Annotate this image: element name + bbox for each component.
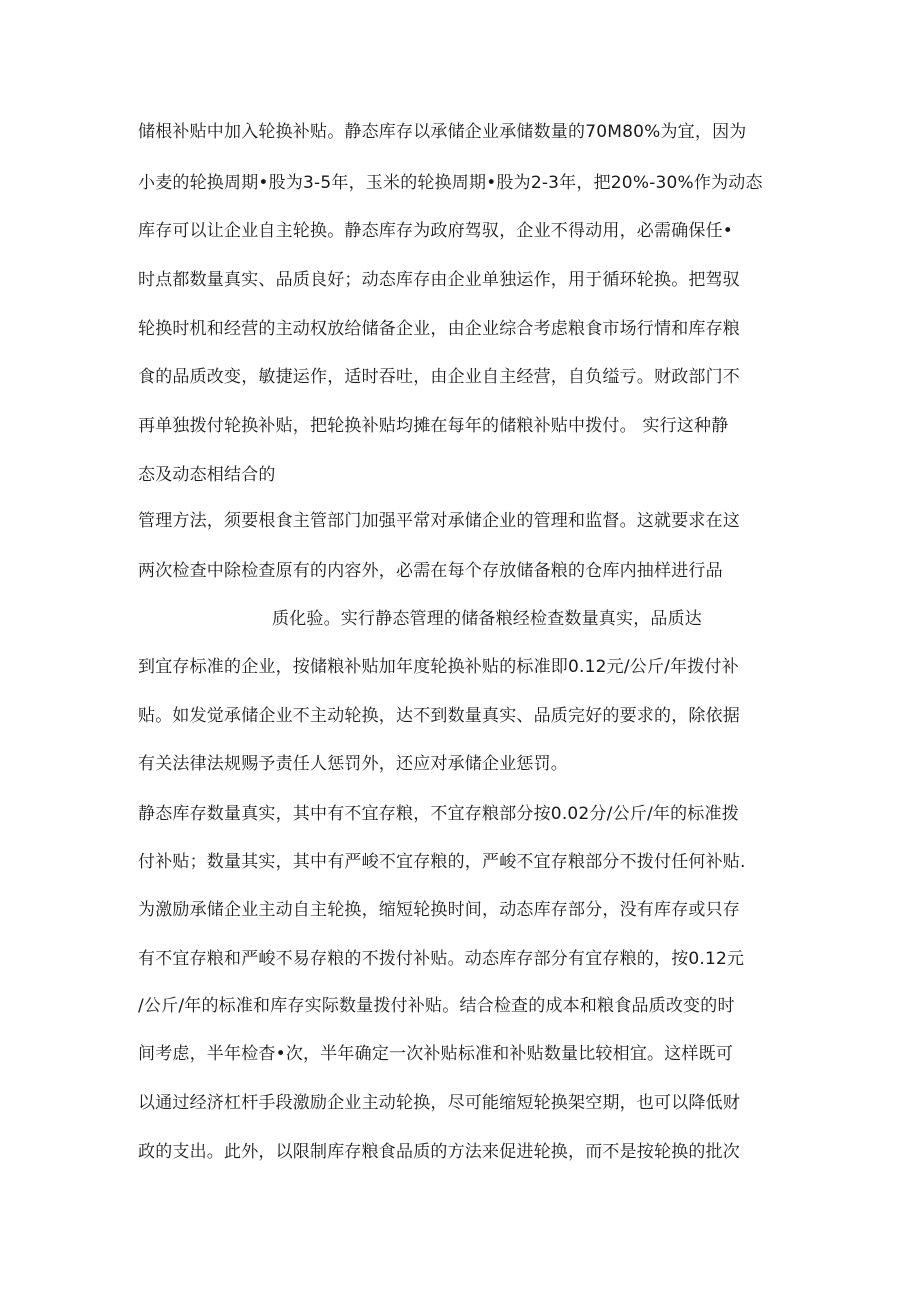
text-line: 食的品质改变，敏捷运作，适时吞吐，由企业自主经营，自负缢亏。财政部门不 [138, 367, 740, 387]
text-line: 为激励承储企业主动自主轮换，缩短轮换时间，动态库存部分，没有库存或只存 [138, 900, 740, 920]
text-line: 库存可以让企业自主轮换。静态库存为政府驾驭，企业不得动用，必需确保任• [138, 221, 734, 241]
text-line: 到宜存标准的企业，按储粮补贴加年度轮换补贴的标准即0.12元/公斤/年拨付补 [138, 657, 739, 677]
text-line: 有不宜存粮和严峻不易存粮的不拨付补贴。动态库存部分有宜存粮的，按0.12元 [138, 949, 745, 969]
text-line: 小麦的轮换周期•股为3-5年，玉米的轮换周期•股为2-3年，把20%-30%作为动态 [138, 173, 763, 193]
text-line: 静态库存数量真实，其中有不宜存粮，不宜存粮部分按0.02分/公斤/年的标准拨 [138, 804, 739, 824]
text-line: /公斤/年的标准和库存实际数量拨付补贴。结合检查的成本和粮食品质改变的时 [138, 996, 735, 1016]
text-line: 储根补贴中加入轮换补贴。静态库存以承储企业承储数量的70M80%为宜，因为 [138, 122, 747, 142]
text-line-indented: 质化验。实行静态管理的储备粮经检查数量真实，品质达 [272, 609, 702, 629]
text-line: 两次检查中除检查原有的内容外，必需在每个存放储备粮的仓库内抽样进行品 [138, 561, 723, 581]
text-line: 态及动态相结合的 [138, 465, 276, 485]
text-line: 以通过经济杠杆手段激励企业主动轮换，尽可能缩短轮换架空期，也可以降低财 [138, 1093, 740, 1113]
text-line: 贴。如发觉承储企业不主动轮换，达不到数量真实、品质完好的要求的，除依据 [138, 706, 740, 726]
text-line: 再单独拨付轮换补贴，把轮换补贴均摊在每年的储粮补贴中拨付。 实行这种静 [138, 416, 729, 436]
text-line: 间考虑，半年检杳•次，半年确定一次补贴标准和补贴数量比较相宜。这样既可 [138, 1044, 734, 1064]
text-line: 有关法律法规赐予责任人惩罚外，还应对承储企业惩罚。 [138, 754, 568, 774]
text-line: 轮换时机和经营的主动权放给储备企业，由企业综合考虑粮食市场行情和库存粮 [138, 319, 740, 339]
text-line: 付补贴；数量其实，其中有严峻不宜存粮的，严峻不宜存粮部分不拨付任何补贴. [138, 852, 746, 872]
text-line: 政的支出。此外，以限制库存粮食品质的方法来促进轮换，而不是按轮换的批次 [138, 1142, 740, 1162]
text-line: 时点都数量真实、品质良好；动态库存由企业单独运作，用于循环轮换。把驾驭 [138, 270, 740, 290]
text-line: 管理方法，须要根食主管部门加强平常对承储企业的管理和监督。这就要求在这 [138, 511, 740, 531]
